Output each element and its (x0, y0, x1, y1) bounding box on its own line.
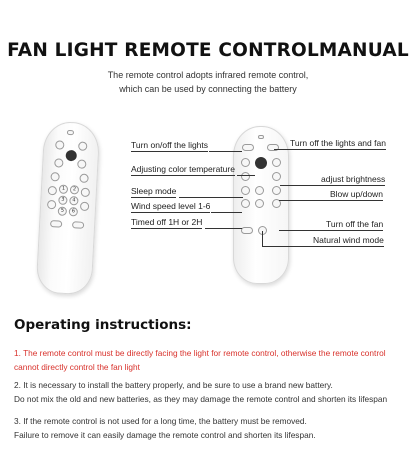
callout-connector (179, 197, 243, 198)
subtitle-line: which can be used by connecting the battery (119, 84, 297, 94)
callout-lights-toggle: Turn on/off the lights (131, 140, 209, 150)
remote-photo-power-button (67, 130, 74, 135)
remote-photo-button (50, 172, 59, 181)
remote-diagram-light-button (242, 144, 254, 151)
remote-diagram-color-temp-button (255, 157, 267, 169)
instruction-item-1 (14, 346, 410, 374)
instruction-line: 1. The remote control must be directly facing the light for remote control, otherwise the remote control (14, 348, 386, 358)
callout-connector (237, 175, 255, 176)
callout-connector (274, 149, 290, 150)
remote-photo-button (65, 150, 77, 162)
instruction-line: cannot directly control the fan light (14, 362, 140, 372)
remote-photo-button (47, 200, 56, 209)
remote-diagram-button (241, 172, 250, 181)
callout-color-temperature: Adjusting color temperature (131, 164, 235, 174)
callout-connector (279, 230, 326, 231)
remote-diagram-button (255, 186, 264, 195)
remote-photo-key-1: 1 (59, 185, 68, 194)
callout-natural-wind: Natural wind mode (313, 235, 384, 245)
remote-photo-key-5: 5 (58, 206, 67, 215)
remote-diagram-wind-button (241, 199, 250, 208)
instructions-heading: Operating instructions: (14, 317, 192, 333)
instruction-item-2 (14, 378, 410, 406)
instruction-item-3 (14, 414, 410, 442)
remote-photo-key-4: 4 (69, 196, 78, 205)
remote-photo-key-6: 6 (69, 207, 78, 216)
subtitle-line: The remote control adopts infrared remote control, (107, 70, 309, 80)
callout-connector (209, 151, 242, 152)
remote-diagram-button (255, 199, 264, 208)
callout-connector (280, 185, 321, 186)
callout-fan-off: Turn off the fan (326, 219, 384, 229)
instruction-line: Failure to remove it can easily damage the remote control and shorten its lifespan. (14, 430, 316, 440)
remote-photo-button (55, 140, 64, 149)
remote-photo-button (79, 174, 88, 183)
remote-diagram-blow-button (272, 186, 281, 195)
instruction-line: 3. If the remote control is not used for a long time, the battery must be removed. (14, 416, 307, 426)
callout-connector (262, 231, 263, 246)
remote-photo-button (48, 186, 57, 195)
page-subtitle (0, 68, 416, 96)
callout-wind-speed: Wind speed level 1-6 (131, 201, 211, 211)
remote-photo-key-3: 3 (58, 195, 67, 204)
remote-diagram-indicator (258, 135, 264, 139)
remote-photo-button (54, 158, 63, 167)
remote-diagram-button (272, 158, 281, 167)
remote-photo-timer-button (50, 220, 62, 228)
remote-diagram-timer-button (241, 227, 253, 234)
remote-photo-key-2: 2 (70, 185, 79, 194)
remote-photo-button (78, 141, 87, 150)
callout-timer: Timed off 1H or 2H (131, 217, 203, 227)
remote-photo (36, 121, 101, 296)
remote-diagram-button (241, 158, 250, 167)
callout-blow-direction: Blow up/down (330, 189, 383, 199)
page-title: FAN LIGHT REMOTE CONTROLMANUAL (7, 40, 409, 61)
callout-brightness: adjust brightness (321, 174, 386, 184)
remote-photo-button (77, 159, 86, 168)
remote-photo-wind-button (72, 221, 84, 229)
remote-photo-button (80, 202, 89, 211)
instruction-line: 2. It is necessary to install the battery properly, and be sure to use a brand new battery. (14, 380, 333, 390)
remote-photo-button (81, 188, 90, 197)
callout-connector (205, 228, 242, 229)
remote-diagram-sleep-button (241, 186, 250, 195)
callout-sleep-mode: Sleep mode (131, 186, 177, 196)
callout-all-off: Turn off the lights and fan (290, 138, 386, 148)
instruction-line: Do not mix the old and new batteries, as they may damage the remote control and shorten its lifespan (14, 394, 388, 404)
callout-connector (262, 246, 313, 247)
callout-connector (211, 212, 242, 213)
callout-connector (279, 200, 330, 201)
remote-diagram-brightness-button (272, 172, 281, 181)
